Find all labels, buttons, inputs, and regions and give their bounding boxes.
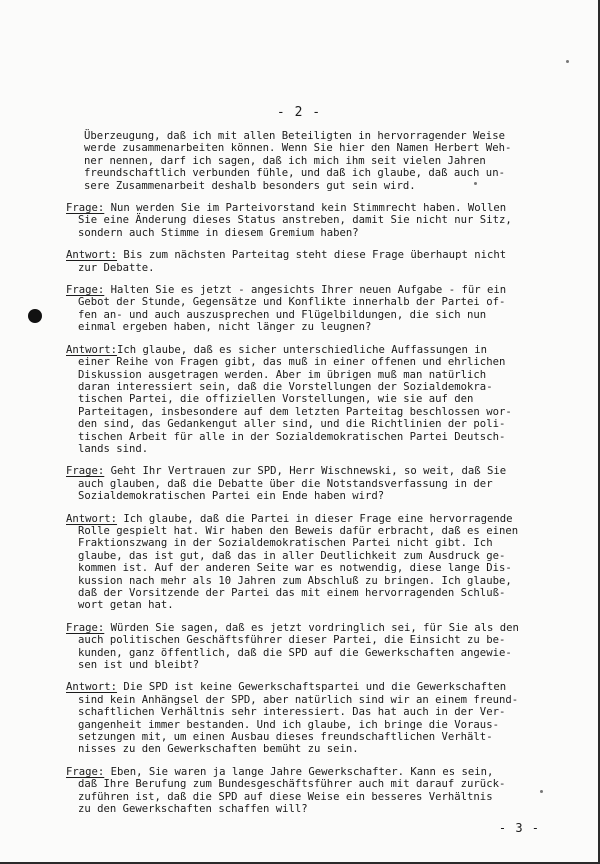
text-line	[66, 766, 566, 778]
text-line: fen an- und auch auszusprechen und Flügelbildungen, die sich nun	[78, 308, 487, 321]
text-line: zur Debatte.	[78, 261, 155, 274]
text-line: Sozialdemokratischen Partei ein Ende haben wird?	[78, 490, 385, 503]
text-line: sere Zusammenarbeit deshalb besonders gut sein wird.	[84, 179, 416, 192]
speaker-label: Frage:	[66, 465, 105, 478]
speaker-label: Frage:	[66, 621, 105, 634]
line-text: Halten Sie es jetzt - angesichts Ihrer neuen Aufgabe - für ein	[104, 284, 507, 297]
text-line: sen ist und bleibt?	[78, 659, 200, 672]
question-block	[66, 465, 566, 502]
text-line: sind kein Anhängsel der SPD, aber natürlich sind wir an einem freund-	[78, 693, 519, 706]
text-line: einer Reihe von Fragen gibt, das muß in einer offenen und ehrlichen	[78, 356, 506, 369]
text-line: daß der Vorsitzende der Partei das mit einem hervorragenden Schluß-	[78, 587, 506, 599]
text-line: freundschaftlich verbunden fühle, und daß ich glaube, daß auch un-	[84, 167, 505, 180]
speaker-label: Frage:	[66, 202, 105, 215]
qa-list	[66, 202, 566, 815]
text-line: tischen Partei, die offiziellen Vorstellungen, wie sie auf den	[78, 393, 474, 406]
line-text: Würden Sie sagen, daß es jetzt vordringlich sei, für Sie als den	[104, 621, 519, 634]
line-text: Nun werden Sie im Parteivorstand kein Stimmrecht haben. Wollen	[104, 202, 507, 215]
speaker-label: Antwort:	[66, 512, 118, 525]
question-block	[66, 284, 566, 334]
text-line: schaftlichen Verhältnis sehr interessiert. Das hat auch in der Ver-	[78, 706, 506, 719]
punch-hole-mark	[28, 309, 42, 323]
speaker-label: Frage:	[66, 284, 105, 297]
text-line: auch politischen Geschäftsführer dieser Partei, die Einsicht zu be-	[78, 634, 506, 647]
question-block	[66, 622, 566, 672]
text-line: daß Ihre Berufung zum Bundesgeschäftsführer auch mit darauf zurück-	[78, 778, 506, 791]
text-line: Parteitagen, insbesondere auf dem letzten Parteitag beschlossen wor-	[78, 405, 512, 418]
text-line: lands sind.	[78, 442, 149, 455]
text-line: sondern auch Stimme in diesem Gremium haben?	[78, 226, 359, 239]
text-line	[66, 202, 566, 214]
text-line: kommen ist. Auf der anderen Seite war es notwendig, diese lange Dis-	[78, 562, 512, 575]
text-line: Fraktionszwang in der Sozialdemokratischen Partei nicht gibt. Ich	[78, 537, 493, 550]
text-line: Sie eine Änderung dieses Status anstreben, damit Sie nicht nur Sitz,	[78, 214, 512, 227]
text-line: werde zusammenarbeiten können. Wenn Sie hier den Namen Herbert Weh-	[84, 142, 512, 155]
text-line: kunden, ganz öffentlich, daß die SPD auf die Gewerkschaften angewie-	[78, 646, 512, 659]
text-line: setzungen mit, um einen Ausbau dieses freundschaftlichen Verhält-	[78, 731, 493, 744]
page-number: - 2 -	[276, 105, 322, 120]
speaker-label: Antwort:	[66, 343, 118, 356]
text-line	[66, 681, 566, 693]
text-line	[66, 513, 566, 525]
text-line: tischen Arbeit für alle in der Sozialdemokratischen Partei Deutsch-	[78, 430, 506, 443]
text-line: einmal ergeben haben, nicht länger zu leugnen?	[78, 321, 372, 334]
next-page-marker: - 3 -	[498, 821, 540, 835]
speaker-label: Antwort:	[66, 249, 118, 262]
answer-block	[66, 344, 566, 456]
scan-speck	[566, 60, 569, 63]
answer-block	[66, 513, 566, 612]
text-line: gangenheit immer bestanden. Und ich glaube, ich bringe die Voraus-	[78, 718, 499, 731]
text-line	[66, 284, 566, 296]
answer-block	[66, 249, 566, 274]
text-line: nisses zu den Gewerkschaften bemüht zu sein.	[78, 743, 359, 756]
text-line: daran interessiert sein, daß die Vorstellungen der Sozialdemokra-	[78, 380, 493, 393]
speaker-label: Frage:	[66, 765, 105, 778]
line-text: Ich glaube, daß es sicher unterschiedliche Auffassungen in	[117, 343, 487, 356]
text-line: den sind, das Gedankengut aller sind, und die Richtlinien der poli-	[78, 418, 506, 431]
text-line: Überzeugung, daß ich mit allen Beteiligten in hervorragender Weise	[84, 130, 505, 142]
text-line: Gebot der Stunde, Gegensätze und Konflikte innerhalb der Partei of-	[78, 296, 506, 309]
interview-text	[66, 130, 566, 826]
line-text: Die SPD ist keine Gewerkschaftspartei und die Gewerkschaften	[117, 681, 507, 694]
text-line: auch glauben, daß die Debatte über die Notstandsverfassung in der	[78, 477, 493, 490]
speaker-label: Antwort:	[66, 681, 118, 694]
intro-paragraph	[66, 130, 566, 192]
text-line: wort getan hat.	[78, 599, 174, 612]
text-line	[66, 344, 566, 356]
line-text: Geht Ihr Vertrauen zur SPD, Herr Wischnewski, so weit, daß Sie	[104, 465, 507, 478]
text-line: Diskussion ausgetragen werden. Aber im übrigen muß man natürlich	[78, 368, 487, 381]
text-line	[66, 622, 566, 634]
text-line: zu den Gewerkschaften schaffen will?	[78, 803, 308, 816]
answer-block	[66, 681, 566, 755]
text-line: zuführen ist, daß die SPD auf diese Weise ein besseres Verhältnis	[78, 790, 493, 803]
line-text: Bis zum nächsten Parteitag steht diese Frage überhaupt nicht	[117, 249, 507, 262]
line-text: Eben, Sie waren ja lange Jahre Gewerkschafter. Kann es sein,	[104, 765, 494, 778]
text-line: kussion nach mehr als 10 Jahren zum Abschluß zu bringen. Ich glaube,	[78, 574, 512, 587]
question-block	[66, 766, 566, 816]
text-line: ner nennen, darf ich sagen, daß ich mich ihm seit vielen Jahren	[84, 154, 486, 167]
text-line	[66, 465, 566, 477]
question-block	[66, 202, 566, 239]
line-text: Ich glaube, daß die Partei in dieser Frage eine hervorragende	[117, 512, 513, 525]
text-line	[66, 249, 566, 261]
text-line: glaube, das ist gut, daß das in aller Deutlichkeit zum Ausdruck ge-	[78, 549, 506, 562]
text-line: Rolle gespielt hat. Wir haben den Beweis dafür erbracht, daß es einen	[78, 524, 519, 537]
